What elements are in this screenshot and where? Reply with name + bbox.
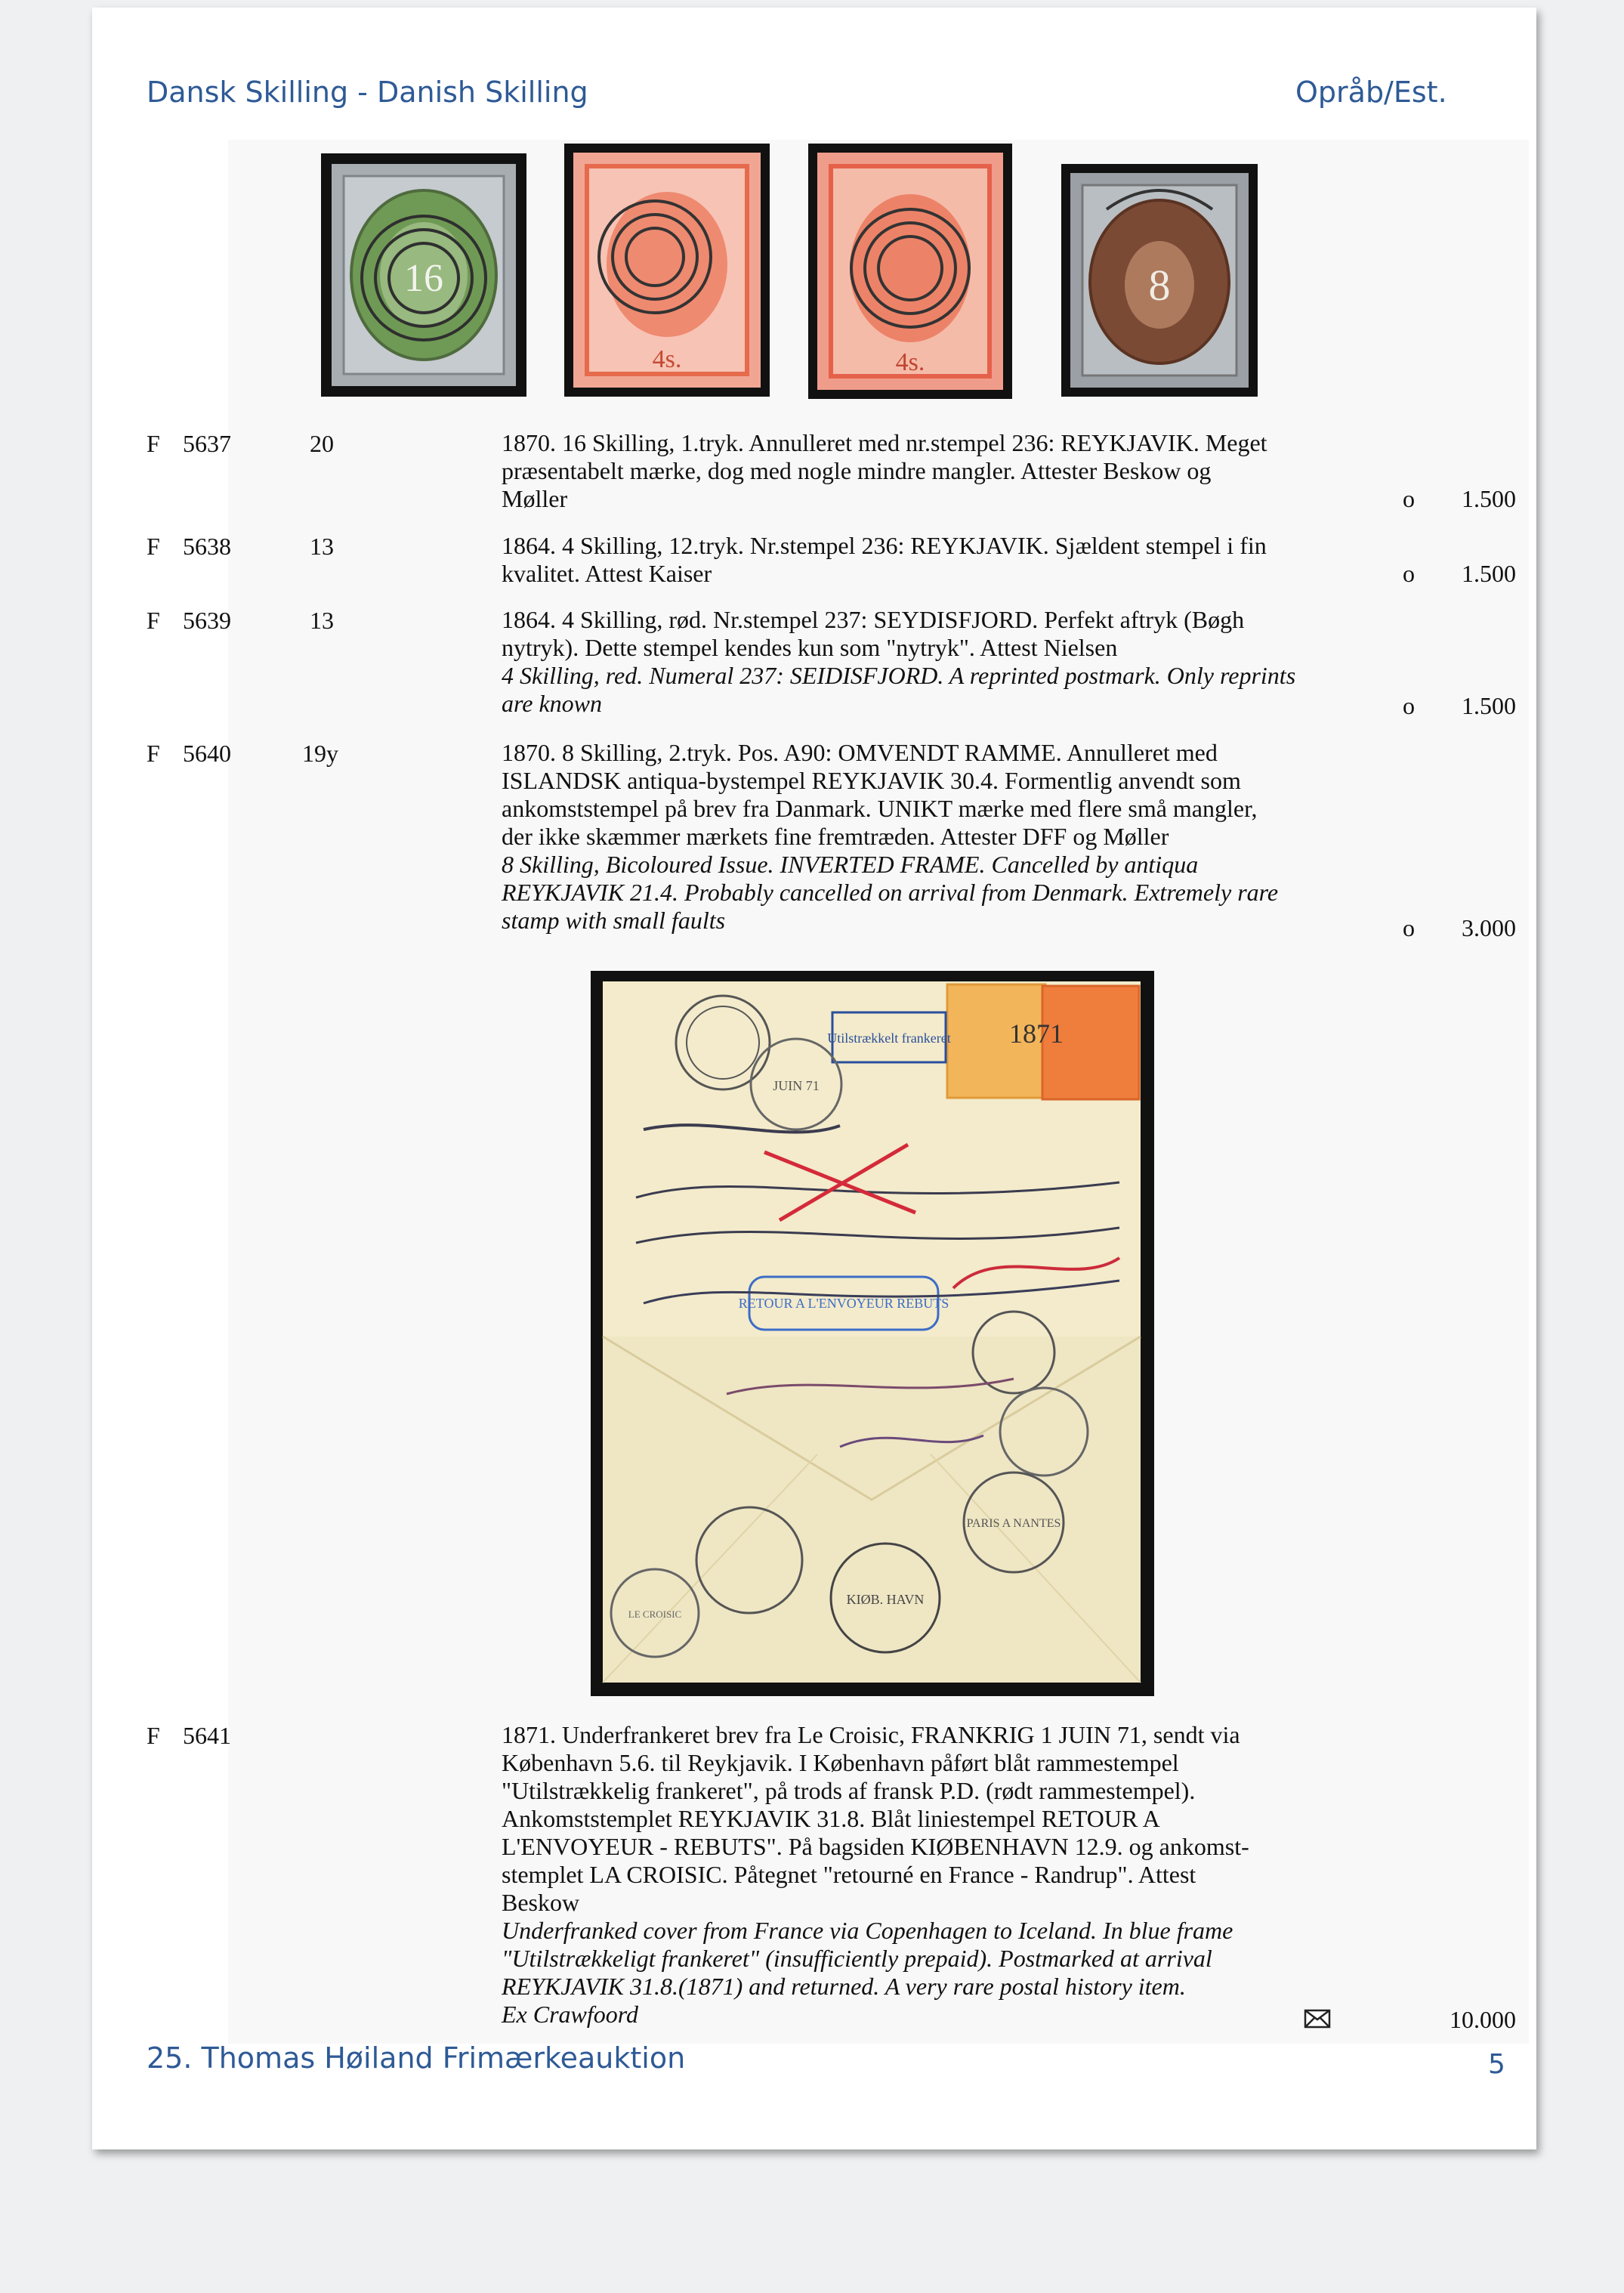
section-title: Dansk Skilling - Danish Skilling: [147, 76, 588, 109]
lot-number: 5637: [183, 430, 231, 457]
lot-prefix: F: [147, 430, 160, 457]
svg-text:LE CROISIC: LE CROISIC: [628, 1608, 682, 1620]
lot-number: 5640: [183, 740, 231, 767]
desc-line: 1864. 4 Skilling, rød. Nr.stempel 237: SEYDISFJORD. Perfekt aftryk (Bøgh: [502, 606, 1245, 633]
desc-line: 1870. 16 Skilling, 1.tryk. Annulleret med nr.stempel 236: REYKJAVIK. Meget: [502, 429, 1267, 456]
stamp-4-skilling-2: [808, 144, 1012, 399]
cover-photo: [591, 971, 1154, 1696]
desc-line-english: 8 Skilling, Bicoloured Issue. INVERTED FRAME. Cancelled by antiqua: [502, 851, 1199, 878]
lot-price: 3.000: [1462, 914, 1516, 941]
svg-text:PARIS A NANTES: PARIS A NANTES: [966, 1517, 1061, 1530]
svg-text:Utilstrækkelt frankeret: Utilstrækkelt frankeret: [827, 1031, 951, 1046]
lot-price: 10.000: [1450, 2006, 1516, 2033]
desc-line: 1871. Underfrankeret brev fra Le Croisic, FRANKRIG 1 JUIN 71, sendt via: [502, 1721, 1240, 1748]
lot-description: [502, 429, 1363, 513]
lot-catalog-number: 13: [310, 607, 334, 634]
desc-line: Beskow: [502, 1889, 580, 1916]
svg-text:KIØB. HAVN: KIØB. HAVN: [846, 1592, 925, 1607]
lot-prefix: F: [147, 740, 160, 767]
page-number: 5: [1488, 2049, 1505, 2080]
desc-line: "Utilstrækkelig frankeret", på trods af fransk P.D. (rødt rammestempel).: [502, 1777, 1196, 1804]
lot-description: [502, 532, 1363, 588]
svg-text:16: 16: [404, 257, 443, 300]
lot-catalog-number: 19y: [302, 740, 338, 767]
desc-line: stemplet LA CROISIC. Påtegnet "retourné en France - Randrup". Attest: [502, 1861, 1196, 1888]
desc-line-english: REYKJAVIK 31.8.(1871) and returned. A very rare postal history item.: [502, 1973, 1186, 2000]
desc-line: 1864. 4 Skilling, 12.tryk. Nr.stempel 236: REYKJAVIK. Sjældent stempel i fin: [502, 532, 1267, 559]
svg-text:JUIN 71: JUIN 71: [773, 1078, 820, 1093]
desc-line-english: Underfranked cover from France via Copenhagen to Iceland. In blue frame: [502, 1917, 1233, 1944]
lot-condition: o: [1403, 485, 1415, 512]
desc-line: nytryk). Dette stempel kendes kun som "nytryk". Attest Nielsen: [502, 634, 1118, 661]
desc-line: København 5.6. til Reykjavik. I København påført blåt rammestempel: [502, 1749, 1179, 1776]
stamp-4-skilling-1: [564, 144, 770, 397]
desc-line: L'ENVOYEUR - REBUTS". På bagsiden KIØBENHAVN 12.9. og ankomst-: [502, 1833, 1249, 1860]
lot-condition: o: [1403, 560, 1415, 587]
lot-prefix: F: [147, 533, 160, 560]
desc-line: ISLANDSK antiqua-bystempel REYKJAVIK 30.4. Formentlig anvendt som: [502, 767, 1241, 794]
svg-text:1871: 1871: [1009, 1018, 1064, 1049]
svg-text:RETOUR A L'ENVOYEUR REBUTS: RETOUR A L'ENVOYEUR REBUTS: [738, 1296, 949, 1311]
desc-line: præsentabelt mærke, dog med nogle mindre mangler. Attester Beskow og: [502, 457, 1212, 484]
desc-line-english: 4 Skilling, red. Numeral 237: SEIDISFJORD. A reprinted postmark. Only reprints: [502, 662, 1296, 689]
envelope-icon: [1304, 2009, 1331, 2029]
lot-condition: o: [1403, 914, 1415, 941]
desc-line-english: REYKJAVIK 21.4. Probably cancelled on arrival from Denmark. Extremely rare: [502, 879, 1279, 906]
lot-description: [502, 606, 1363, 718]
lot-prefix: F: [147, 1722, 160, 1749]
stamp-16-skilling: [321, 153, 526, 397]
lot-price: 1.500: [1462, 692, 1516, 719]
lot-price: 1.500: [1462, 560, 1516, 587]
svg-text:4s.: 4s.: [652, 345, 682, 373]
catalog-page: [92, 8, 1536, 2149]
svg-text:8: 8: [1148, 261, 1171, 310]
desc-line: Møller: [502, 485, 568, 512]
lot-description: [502, 739, 1363, 935]
desc-line: der ikke skæmmer mærkets fine fremtræden. Attester DFF og Møller: [502, 823, 1169, 850]
desc-line-english: "Utilstrækkeligt frankeret" (insufficiently prepaid). Postmarked at arrival: [502, 1945, 1212, 1972]
lot-number: 5641: [183, 1722, 231, 1749]
desc-line-english: are known: [502, 690, 603, 717]
desc-line-english: stamp with small faults: [502, 907, 726, 934]
desc-line-english: Ex Crawfoord: [502, 2001, 639, 2028]
desc-line: ankomststempel på brev fra Danmark. UNIKT mærke med flere små mangler,: [502, 795, 1258, 822]
lot-price: 1.500: [1462, 485, 1516, 512]
stamp-8-skilling: [1061, 164, 1258, 397]
lot-catalog-number: 20: [310, 430, 334, 457]
lot-number: 5639: [183, 607, 231, 634]
svg-text:4s.: 4s.: [895, 348, 925, 376]
lot-prefix: F: [147, 607, 160, 634]
lot-description: [502, 1721, 1363, 2029]
lot-condition: o: [1403, 692, 1415, 719]
desc-line: Ankomststemplet REYKJAVIK 31.8. Blåt liniestempel RETOUR A: [502, 1805, 1160, 1832]
desc-line: kvalitet. Attest Kaiser: [502, 560, 712, 587]
footer-auction-name: 25. Thomas Høiland Frimærkeauktion: [147, 2041, 686, 2075]
lot-catalog-number: 13: [310, 533, 334, 560]
lot-number: 5638: [183, 533, 231, 560]
estimate-heading: Opråb/Est.: [1295, 76, 1447, 109]
desc-line: 1870. 8 Skilling, 2.tryk. Pos. A90: OMVENDT RAMME. Annulleret med: [502, 739, 1218, 766]
